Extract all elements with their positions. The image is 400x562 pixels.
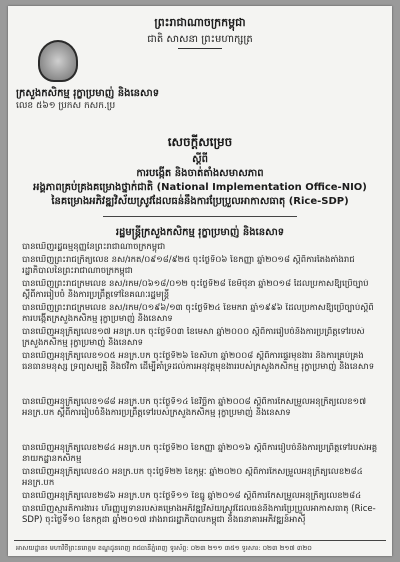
motto-heading: ជាតិ សាសនា ព្រះមហាក្សត្រ: [147, 34, 253, 45]
reference-number: លេខ ៥៦១ ប្រកស កសក.ប្រ: [16, 101, 116, 111]
kingdom-heading: ព្រះរាជាណាចក្រកម្ពុជា: [154, 16, 246, 29]
document-page: [8, 6, 392, 556]
preamble-heading: រដ្ឋមន្ត្រីក្រសួងកសិកម្ម រុក្ខាប្រមាញ់ និងនេសាទ: [115, 227, 285, 238]
title-divider: [103, 216, 297, 217]
reference-item: - បានឃើញអនុក្រឹត្យលេខ១៧ អនក្រ.បក ចុះថ្ងៃទី០៣ ខែមេសា ឆ្នាំ២០០០ ស្តីពីការរៀបចំនិងការប្រព្រឹត្តទៅរបស់ក្រសួងកសិកម្ម រុក្ខាប្រមាញ់ និងនេសាទ: [22, 327, 378, 349]
title-line-2: អង្គភាពគ្រប់គ្រងគម្រោងថ្នាក់ជាតិ (National Implementation Office-NIO): [33, 182, 367, 193]
reference-item: - បានឃើញអនុក្រឹត្យលេខ៤០ អនក្រ.បក ចុះថ្ងៃទី២២ ខែកុម្ភៈ ឆ្នាំ២០២០ ស្តីពីការកែសម្រួលអនុក្រឹត្យលេខ២៨៤ អនក្រ.បក: [22, 467, 378, 489]
reference-item: - បានឃើញព្រះរាជក្រមលេខ នស/រកម/០៦១៨/០១២ ចុះថ្ងៃទី២៨ ខែមិថុនា ឆ្នាំ២០១៨ ដែលប្រកាសឱ្យប្រើច្បាប់ស្តីពីការរៀបចំ និងការប្រព្រឹត្តទៅនៃគណៈរដ្ឋមន្ត្រី: [22, 279, 378, 301]
reference-item: - បានឃើញព្រះរាជក្រឹត្យលេខ នស/រកត/០៩១៨/៩២៥ ចុះថ្ងៃទី០៦ ខែកញ្ញា ឆ្នាំ២០១៨ ស្តីពីការតែងតាំងរាជរដ្ឋាភិបាលនៃព្រះរាជាណាចក្រកម្ពុជា: [22, 255, 378, 277]
reference-item: - បានឃើញអនុក្រឹត្យលេខ១៨៨ អនក្រ.បក ចុះថ្ងៃទី១៤ ខែវិច្ឆិកា ឆ្នាំ២០០៨ ស្តីពីការកែសម្រួលអនុក្រឹត្យលេខ១៧ អនក្រ.បក ស្តីពីការរៀបចំនិងការប្រព្រឹត្តទៅរបស់ក្រសួងកសិកម្ម រុក្ខាប្រមាញ់ និងនេសាទ: [22, 397, 378, 441]
ornament-divider: [178, 48, 222, 55]
footer-divider: [14, 540, 386, 541]
title-line-3: នៃគម្រោងអភិវឌ្ឍវិស័យស្រូវដែលធន់នឹងការប្រែប្រួលអាកាសធាតុ (Rice-SDP): [51, 196, 349, 207]
reference-item: - បានឃើញអនុក្រឹត្យលេខ១០៥ អនក្រ.បក ចុះថ្ងៃទី២៦ ខែសីហា ឆ្នាំ២០០៨ ស្តីពីការផ្ទេរមុខងារ និងការគ្រប់គ្រងធនធានមនុស្ស ទ្រព្យសម្បត្តិ និងថវិកា ដើម្បីគាំទ្រដល់ការអនុវត្តមុខងាររបស់ក្រសួងកសិកម្ម រុក្ខាប្រមាញ់ និងនេសាទ: [22, 351, 378, 395]
reference-item: - បានឃើញអនុក្រឹត្យលេខ២៨៦ អនក្រ.បក ចុះថ្ងៃទី១១ ខែធ្នូ ឆ្នាំ២០១៨ ស្តីពីការកែសម្រួលអនុក្រឹត្យលេខ២៨៤: [22, 491, 378, 502]
footer-address: អាសយដ្ឋាន៖ មហាវិថីព្រះនរោត្តម ខណ្ឌដូនពេញ រាជធានីភ្នំពេញ ទូរស័ព្ទ: ០២៣ ២១១ ៣៥១ ទូរសារ: ០២៣ ២១៧ ៣២០: [16, 544, 312, 552]
title-line-1: ការបង្កើត និងចាត់តាំងសមាសភាព: [136, 168, 264, 179]
document-title: សេចក្តីសម្រេច: [167, 135, 233, 149]
reference-item: - បានឃើញព្រះរាជក្រមលេខ នស/រកម/០១៩៦/១៣ ចុះថ្ងៃទី២៤ ខែមករា ឆ្នាំ១៩៩៦ ដែលប្រកាសឱ្យប្រើច្បាប់ស្តីពីការបង្កើតក្រសួងកសិកម្ម រុក្ខាប្រមាញ់ និងនេសាទ: [22, 303, 378, 325]
reference-item: - បានឃើញរដ្ឋធម្មនុញ្ញនៃព្រះរាជាណាចក្រកម្ពុជា: [22, 242, 378, 253]
title-sub: ស្តីពី: [192, 154, 208, 165]
reference-item: - បានឃើញអនុក្រឹត្យលេខ២៨៤ អនក្រ.បក ចុះថ្ងៃទី២០ ខែកញ្ញា ឆ្នាំ២០១៦ ស្តីពីការរៀបចំនិងការប្រព្រឹត្តទៅរបស់អគ្គនាយកដ្ឋានកសិកម្ម: [22, 443, 378, 465]
reference-item: - បានឃើញស្មារតីការងារ៖ ហិរញ្ញប្បទានរបស់គម្រោងអភិវឌ្ឍវិស័យស្រូវដែលធន់នឹងការប្រែប្រួលអាកាសធាតុ (Rice-SDP) ចុះថ្ងៃទី១០ ខែកក្កដា ឆ្នាំ២០១៧ រវាងរាជរដ្ឋាភិបាលកម្ពុជា និងធនាគារអភិវឌ្ឍន៍អាស៊ី: [22, 504, 378, 537]
ministry-name: ក្រសួងកសិកម្ម រុក្ខាប្រមាញ់ និងនេសាទ: [16, 88, 160, 99]
ministry-emblem-icon: [38, 40, 78, 82]
